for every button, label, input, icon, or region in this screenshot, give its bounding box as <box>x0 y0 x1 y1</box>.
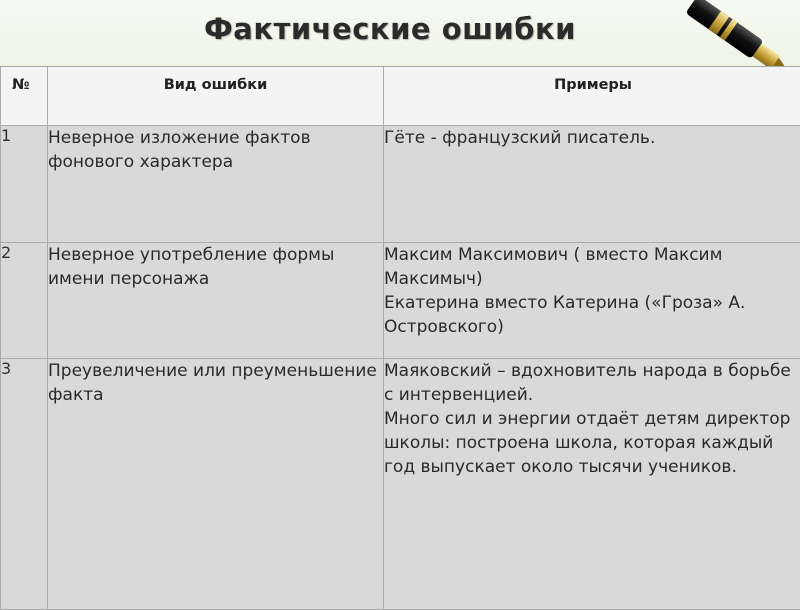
table-row <box>1 243 800 359</box>
header-error-type: Вид ошибки <box>48 67 384 126</box>
examples-cell <box>384 243 800 359</box>
header-examples: Примеры <box>384 67 800 126</box>
slide-title: Фактические ошибки <box>0 12 780 46</box>
example-text: Много сил и энергии отдаёт детям директор школы: построена школа, которая каждый год выпускает около тысячи учеников. <box>384 407 800 479</box>
table-row <box>1 126 800 243</box>
table-header-row <box>1 67 800 126</box>
errors-table <box>0 66 800 610</box>
example-text: Екатерина вместо Катерина («Гроза» А. Островского) <box>384 291 800 339</box>
row-number: 2 <box>1 243 48 359</box>
error-type-cell: Неверное изложение фактов фонового характера <box>48 126 384 243</box>
table-row <box>1 359 800 610</box>
fountain-pen-icon <box>672 0 800 70</box>
example-text: Маяковский – вдохновитель народа в борьбе с интервенцией. <box>384 359 800 407</box>
examples-cell <box>384 359 800 610</box>
header-number: № <box>1 67 48 126</box>
row-number: 1 <box>1 126 48 243</box>
example-text: Максим Максимович ( вместо Максим Максимыч) <box>384 243 800 291</box>
examples-cell <box>384 126 800 243</box>
example-text: Гёте - французский писатель. <box>384 126 800 150</box>
row-number: 3 <box>1 359 48 610</box>
error-type-cell: Преувеличение или преуменьшение факта <box>48 359 384 610</box>
error-type-cell: Неверное употребление формы имени персонажа <box>48 243 384 359</box>
